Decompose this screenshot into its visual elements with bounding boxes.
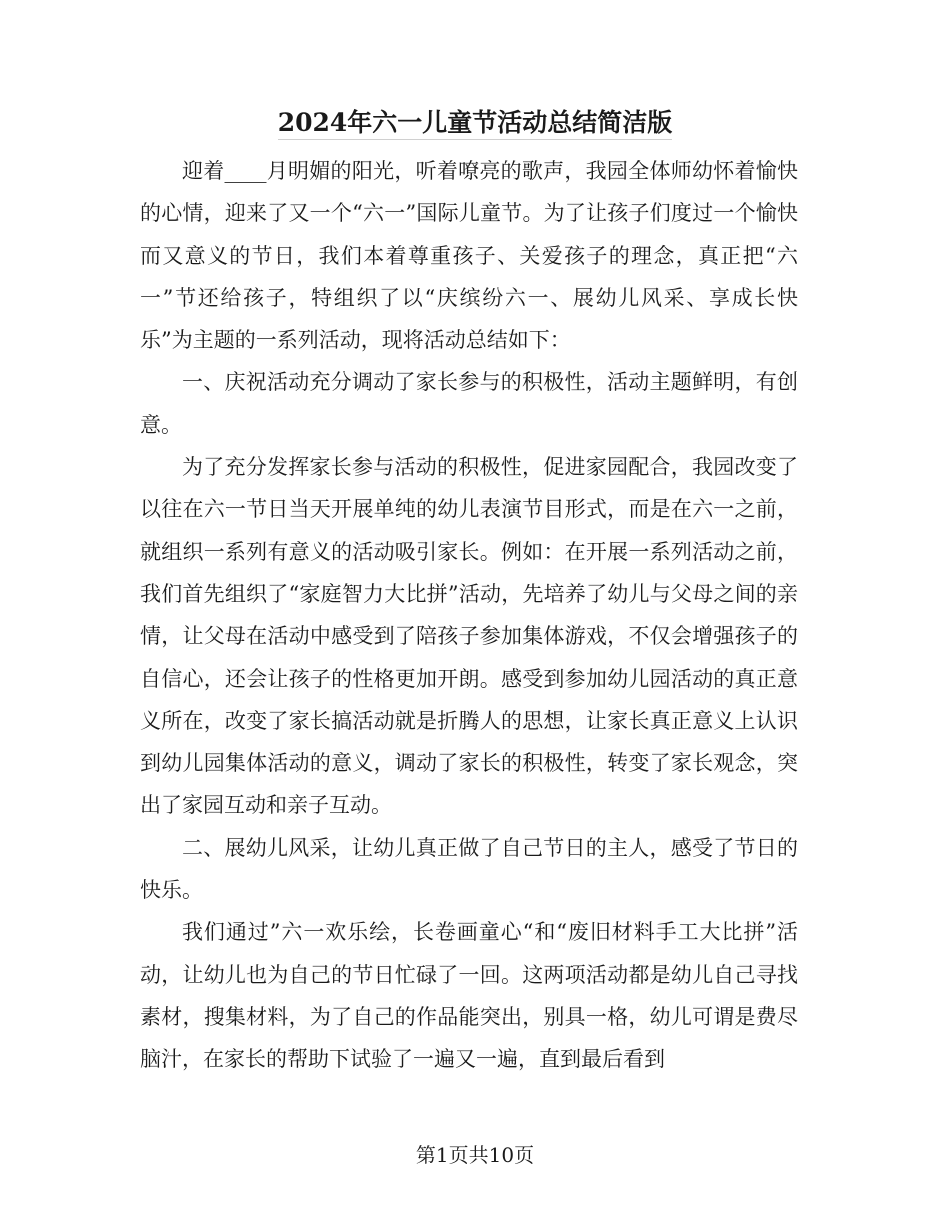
paragraph-section-1: 为了充分发挥家长参与活动的积极性，促进家园配合，我园改变了以往在六一节日当天开展单纯的幼儿表演节目形式，而是在六一之前，就组织一系列有意义的活动吸引家长。例如：在开展一系列活动之前，我们首先组织了“家庭智力大比拼”活动，先培养了幼儿与父母之间的亲情，让父母在活动中感受到了陪孩子参加集体游戏，不仅会增强孩子的自信心，还会让孩子的性格更加开朗。感受到参加幼儿园活动的真正意义所在，改变了家长搞活动就是折腾人的思想，让家长真正意义上认识到幼儿园集体活动的意义，调动了家长的积极性，转变了家长观念，突出了家园互动和亲子互动。 <box>140 455 798 818</box>
section-heading-1: 一、庆祝活动充分调动了家长参与的积极性，活动主题鲜明，有创意。 <box>140 370 798 437</box>
document-title-text: 2024年六一儿童节活动总结简洁版 <box>278 108 673 140</box>
paragraph-section-2: 我们通过”六一欢乐绘，长卷画童心“和“废旧材料手工大比拼”活动，让幼儿也为自己的节日忙碌了一回。这两项活动都是幼儿自己寻找素材，搜集材料，为了自己的作品能突出，别具一格，幼儿可谓是费尽脑汁，在家长的帮助下试验了一遍又一遍，直到最后看到 <box>140 920 798 1072</box>
section-heading-2: 二、展幼儿风采，让幼儿真正做了自己节日的主人，感受了节日的快乐。 <box>140 835 798 903</box>
paragraph-intro: 迎着____月明媚的阳光，听着嘹亮的歌声，我园全体师幼怀着愉快的心情，迎来了又一个“六一”国际儿童节。为了让孩子们度过一个愉快而又意义的节日，我们本着尊重孩子、关爱孩子的理念，真正把“六一”节还给孩子，特组织了以“庆缤纷六一、展幼儿风采、享成长快乐”为主题的一系列活动，现将活动总结如下： <box>140 159 798 353</box>
document-title <box>0 104 950 142</box>
page-number-footer: 第1页共10页 <box>415 1143 535 1167</box>
document-body <box>140 150 798 1081</box>
